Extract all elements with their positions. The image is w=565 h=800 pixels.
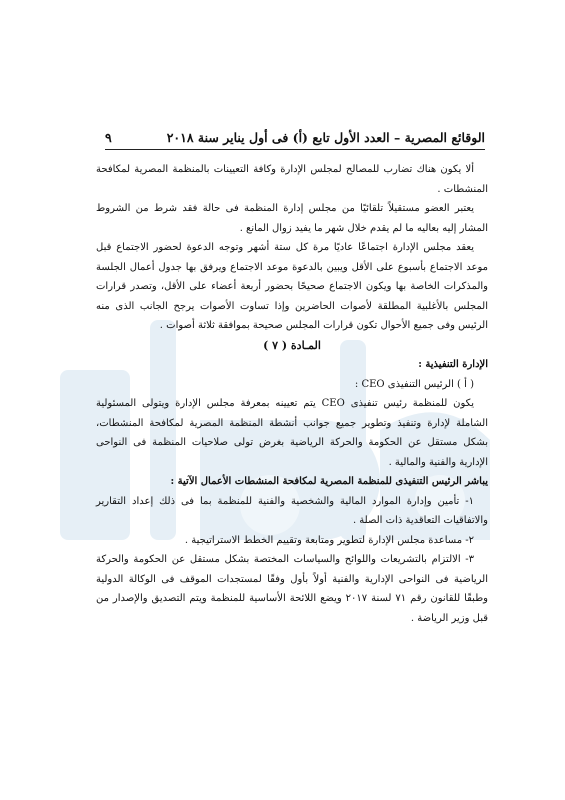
header-divider	[105, 149, 485, 150]
article-heading: المـادة ( ٧ )	[263, 338, 321, 352]
duty-item: ٣- الالتزام بالتشريعات واللوائح والسياسات المختصة بشكل مستقل عن الحكومة والحركة الرياضية فى النواحى الإدارية والفنية أولاً بأول وفقًا لمستجدات الموقف فى الوكالة الدولية وطبقًا للقانون رقم ٧١ لسنة ٢٠١٧ ويضع اللائحة الأساسية للمنظمة ويتم التصديق والإصدار من قبل وزير الرياضة .	[96, 554, 488, 624]
paragraph: يعقد مجلس الإدارة اجتماعًا عاديًا مرة كل ستة أشهر وتوجه الدعوة لحضور الاجتماع قبل موعد الاجتماع بأسبوع على الأقل ويبين بالدعوة موعد الاجتماع ويرفق بها جدول أعمال الجلسة والمذكرات الخاصة بها ويكون الاجتماع صحيحًا بحضور أربعة أعضاء على الأقل، وتصدر قرارات المجلس بالأغلبية المطلقة لأصوات الحاضرين وإذا تساوت الأصوات يرجح الجانب الذى منه الرئيس وفى جميع الأحوال تكون قرارات المجلس صحيحة بموافقة ثلاثة أصوات .	[96, 242, 488, 331]
document-body	[96, 160, 488, 628]
page-number: ٩	[105, 130, 112, 145]
header-title: الوقائع المصرية – العدد الأول تابع (أ) فى أول يناير سنة ٢٠١٨	[166, 130, 485, 145]
paragraph: يعتبر العضو مستقيلاً تلقائيًا من مجلس إدارة المنظمة فى حالة فقد شرط من الشروط المشار إليه بعاليه ما لم يقدم خلال شهر ما يفيد زوال المانع .	[96, 203, 488, 234]
ceo-paragraph: يكون للمنظمة رئيس تنفيذى CEO يتم تعيينه بمعرفة مجلس الإدارة ويتولى المسئولية الشاملة لإدارة وتنفيذ وتطوير جميع جوانب أنشطة المنظمة المصرية لمكافحة المنشطات، بشكل مستقل عن الحكومة والحركة الرياضية بغرض تولى صلاحيات المنظمة فى النواحى الإدارية والفنية والمالية .	[96, 398, 488, 468]
duty-item: ١- تأمين وإدارة الموارد المالية والشخصية والفنية للمنظمة بما فى ذلك إعداد التقارير والاتفاقيات التعاقدية ذات الصلة .	[96, 495, 488, 526]
subsection-heading: ( أ ) الرئيس التنفيذى CEO :	[354, 378, 474, 390]
paragraph: ألا يكون هناك تضارب للمصالح لمجلس الإدارة وكافة التعيينات بالمنظمة المصرية لمكافحة المنشطات .	[96, 164, 488, 195]
duty-item: ٢- مساعدة مجلس الإدارة لتطوير ومتابعة وتقييم الخطط الاستراتيجية .	[184, 534, 474, 546]
duties-heading: يباشر الرئيس التنفيذى للمنظمة المصرية لمكافحة المنشطات الأعمال الآتية :	[170, 476, 488, 487]
section-heading: الإدارة التنفيذية :	[418, 359, 488, 370]
page-header	[105, 130, 485, 145]
